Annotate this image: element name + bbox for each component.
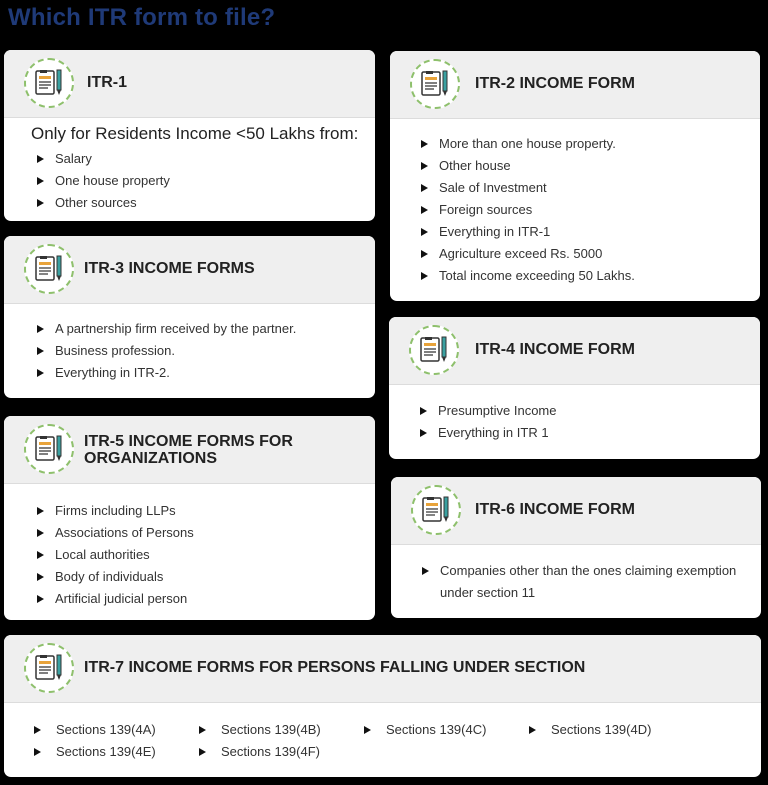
bullet-arrow-icon	[199, 748, 206, 756]
bullet-list	[35, 318, 296, 384]
bullet-arrow-icon	[421, 184, 428, 192]
bullet-arrow-icon	[420, 429, 427, 437]
list-item: A partnership firm received by the partner.	[35, 318, 296, 340]
card-header	[4, 635, 761, 703]
list-item: Other sources	[35, 192, 170, 214]
bullet-arrow-icon	[421, 228, 428, 236]
bullet-arrow-icon	[37, 573, 44, 581]
document-with-pen-icon	[410, 59, 460, 109]
card-title-line: ITR-5 INCOME FORMS FOR	[84, 433, 293, 450]
list-item: Everything in ITR-2.	[35, 362, 296, 384]
card-header	[389, 317, 760, 385]
document-with-pen-icon	[24, 424, 74, 474]
list-item: Everything in ITR-1	[419, 221, 635, 243]
card-itr-7	[4, 635, 761, 777]
document-with-pen-icon	[409, 325, 459, 375]
bullet-arrow-icon	[421, 140, 428, 148]
document-with-pen-icon	[24, 58, 74, 108]
bullet-arrow-icon	[364, 726, 371, 734]
list-item: Agriculture exceed Rs. 5000	[419, 243, 635, 265]
bullet-arrow-icon	[34, 748, 41, 756]
card-title: ITR-7 INCOME FORMS FOR PERSONS FALLING UNDER SECTION	[84, 659, 586, 676]
bullet-arrow-icon	[421, 162, 428, 170]
list-item: Sections 139(4D)	[527, 719, 692, 741]
card-title: ITR-2 INCOME FORM	[475, 75, 635, 92]
bullet-list	[35, 500, 194, 610]
list-item: Business profession.	[35, 340, 296, 362]
bullet-arrow-icon	[37, 347, 44, 355]
sections-grid	[32, 719, 692, 763]
card-title-line: ORGANIZATIONS	[84, 450, 218, 467]
list-item: Sections 139(4A)	[32, 719, 197, 741]
bullet-arrow-icon	[37, 325, 44, 333]
bullet-arrow-icon	[37, 199, 44, 207]
card-itr-2	[390, 51, 760, 301]
bullet-arrow-icon	[199, 726, 206, 734]
document-with-pen-icon	[24, 643, 74, 693]
card-header	[4, 236, 375, 304]
bullet-arrow-icon	[37, 595, 44, 603]
list-item: Presumptive Income	[418, 400, 557, 422]
list-item: Total income exceeding 50 Lakhs.	[419, 265, 635, 287]
list-item: Associations of Persons	[35, 522, 194, 544]
list-item: Everything in ITR 1	[418, 422, 557, 444]
list-item: Companies other than the ones claiming exemption under section 11	[420, 560, 736, 604]
list-item: Sections 139(4C)	[362, 719, 527, 741]
document-with-pen-icon	[24, 244, 74, 294]
list-item: Sale of Investment	[419, 177, 635, 199]
card-title	[84, 433, 293, 467]
card-title: ITR-6 INCOME FORM	[475, 501, 635, 518]
card-itr-5	[4, 416, 375, 620]
list-item: Foreign sources	[419, 199, 635, 221]
card-title: ITR-1	[87, 74, 127, 91]
list-item: Sections 139(4B)	[197, 719, 362, 741]
list-item: Other house	[419, 155, 635, 177]
card-itr-3	[4, 236, 375, 398]
bullet-arrow-icon	[421, 250, 428, 258]
bullet-arrow-icon	[529, 726, 536, 734]
bullet-arrow-icon	[420, 407, 427, 415]
list-item: Sections 139(4E)	[32, 741, 197, 763]
bullet-list	[35, 148, 170, 214]
list-item: Local authorities	[35, 544, 194, 566]
list-item: Body of individuals	[35, 566, 194, 588]
card-header	[390, 51, 760, 119]
list-item: One house property	[35, 170, 170, 192]
card-header	[4, 416, 375, 484]
bullet-arrow-icon	[37, 155, 44, 163]
bullet-list	[419, 133, 635, 287]
card-title: ITR-3 INCOME FORMS	[84, 260, 255, 277]
bullet-arrow-icon	[37, 177, 44, 185]
document-with-pen-icon	[411, 485, 461, 535]
bullet-arrow-icon	[37, 507, 44, 515]
card-itr-6	[391, 477, 761, 618]
bullet-arrow-icon	[37, 551, 44, 559]
card-lead-text: Only for Residents Income <50 Lakhs from:	[31, 124, 359, 143]
bullet-arrow-icon	[37, 529, 44, 537]
page-title: Which ITR form to file?	[8, 4, 276, 31]
card-itr-4	[389, 317, 760, 459]
bullet-list	[420, 560, 736, 604]
bullet-arrow-icon	[421, 272, 428, 280]
bullet-arrow-icon	[34, 726, 41, 734]
list-item: Salary	[35, 148, 170, 170]
list-item: Firms including LLPs	[35, 500, 194, 522]
list-item: Artificial judicial person	[35, 588, 194, 610]
bullet-arrow-icon	[422, 567, 429, 575]
card-header	[391, 477, 761, 545]
card-header	[4, 50, 375, 118]
bullet-list	[418, 400, 557, 444]
card-itr-1	[4, 50, 375, 221]
bullet-arrow-icon	[37, 369, 44, 377]
bullet-arrow-icon	[421, 206, 428, 214]
list-item: More than one house property.	[419, 133, 635, 155]
card-title: ITR-4 INCOME FORM	[475, 341, 635, 358]
list-item: Sections 139(4F)	[197, 741, 362, 763]
